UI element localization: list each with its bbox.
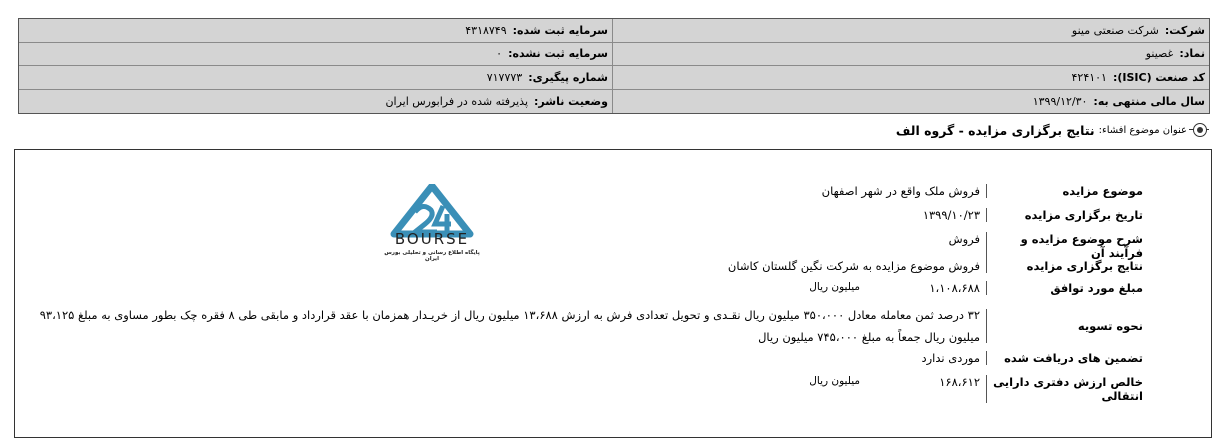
company-info-table bbox=[18, 18, 1210, 114]
bourse-logo bbox=[377, 184, 487, 264]
capital-unregistered-cell bbox=[19, 43, 612, 67]
book-value-label: خالص ارزش دفتری دارایی انتقالی bbox=[986, 375, 1143, 403]
auction-subject-value: فروش ملک واقع در شهر اصفهان bbox=[821, 184, 980, 198]
symbol-cell bbox=[612, 43, 1209, 67]
settlement-line-1: ۳۲ درصد ثمن معامله معادل ۳۵۰،۰۰۰ میلیون ریال نقـدی و تحویل تعدادی فرش به ارزش ۱۳،۶۸۸ میلیون ریال از خریـدار همزمان با عقد قرارداد و مابقی طی ۸ فقره چک بطور مساوی به مبلغ ۹۳،۱۲۵ bbox=[39, 308, 980, 322]
publisher-status-value: پذیرفته شده در فرابورس ایران bbox=[385, 94, 529, 108]
detail-row-process bbox=[949, 232, 1143, 260]
bullet-icon bbox=[1189, 122, 1209, 138]
tracking-value: ۷۱۷۷۷۳ bbox=[486, 70, 523, 84]
isic-value: ۴۲۴۱۰۱ bbox=[1071, 70, 1107, 84]
publisher-status-cell bbox=[19, 90, 612, 114]
detail-row-results bbox=[728, 259, 1143, 273]
auction-details-panel bbox=[14, 149, 1212, 438]
auction-date-value: ۱۳۹۹/۱۰/۲۳ bbox=[922, 208, 980, 222]
subject-prefix: عنوان موضوع افشاء: bbox=[1098, 124, 1187, 136]
auction-results-label: نتایج برگزاری مزایده bbox=[986, 259, 1143, 273]
detail-row-book-value bbox=[809, 375, 1143, 403]
fiscal-year-cell bbox=[612, 90, 1209, 114]
isic-label: کد صنعت (ISIC): bbox=[1112, 70, 1205, 84]
detail-row-guarantee bbox=[921, 351, 1143, 365]
fiscal-year-value: ۱۳۹۹/۱۲/۳۰ bbox=[1032, 94, 1088, 108]
book-value-unit: میلیون ریال bbox=[809, 375, 860, 387]
auction-subject-label: موضوع مزایده bbox=[986, 184, 1143, 198]
agreed-amount-label: مبلغ مورد توافق bbox=[986, 281, 1143, 295]
agreed-amount-unit: میلیون ریال bbox=[809, 281, 860, 293]
company-label: شرکت: bbox=[1164, 23, 1205, 37]
symbol-label: نماد: bbox=[1179, 47, 1205, 61]
guarantee-label: تضمین های دریافت شده bbox=[986, 351, 1143, 365]
detail-row-date bbox=[880, 208, 1143, 222]
settlement-value bbox=[40, 304, 986, 348]
publisher-status-label: وضعیت ناشر: bbox=[534, 94, 608, 108]
subject-title: نتایج برگزاری مزایده - گروه الف bbox=[895, 122, 1095, 138]
capital-registered-cell bbox=[19, 19, 612, 43]
auction-results-value: فروش موضوع مزایده به شرکت نگین گلستان کاشان bbox=[727, 259, 980, 273]
bourse-logo-text: BOURSE bbox=[394, 230, 470, 248]
isic-cell bbox=[612, 66, 1209, 90]
tracking-label: شماره پیگیری: bbox=[528, 70, 608, 84]
auction-process-value: فروش bbox=[948, 232, 980, 246]
fiscal-year-label: سال مالی منتهی به: bbox=[1093, 94, 1205, 108]
detail-row-amount bbox=[809, 281, 1143, 295]
capital-unregistered-label: سرمایه ثبت نشده: bbox=[508, 47, 608, 61]
detail-row-subject bbox=[822, 184, 1143, 198]
company-value: شرکت صنعتی مینو bbox=[1071, 23, 1159, 37]
disclosure-subject bbox=[896, 122, 1209, 138]
capital-registered-label: سرمایه ثبت شده: bbox=[512, 23, 608, 37]
agreed-amount-value: ۱،۱۰۸،۶۸۸ bbox=[929, 281, 980, 295]
bourse-logo-caption: پایگاه اطلاع رسانی و تحلیلی بورس ایران bbox=[384, 250, 480, 262]
book-value-value: ۱۶۸،۶۱۲ bbox=[939, 375, 980, 389]
company-cell bbox=[612, 19, 1209, 43]
guarantee-value: موردی ندارد bbox=[921, 351, 980, 365]
capital-unregistered-value: ۰ bbox=[496, 47, 503, 61]
capital-registered-value: ۴۳۱۸۷۴۹ bbox=[465, 23, 507, 37]
auction-date-label: تاریخ برگزاری مزایده bbox=[986, 208, 1143, 222]
settlement-label: نحوه تسویه bbox=[986, 309, 1143, 343]
settlement-line-2: میلیون ریال جمعاً به مبلغ ۷۴۵،۰۰۰ میلیون ریال bbox=[758, 330, 980, 344]
symbol-value: غصینو bbox=[1145, 47, 1174, 61]
auction-process-label: شرح موضوع مزایده و فرآیند آن bbox=[986, 232, 1143, 260]
tracking-cell bbox=[19, 66, 612, 90]
detail-row-settlement bbox=[40, 304, 1143, 348]
